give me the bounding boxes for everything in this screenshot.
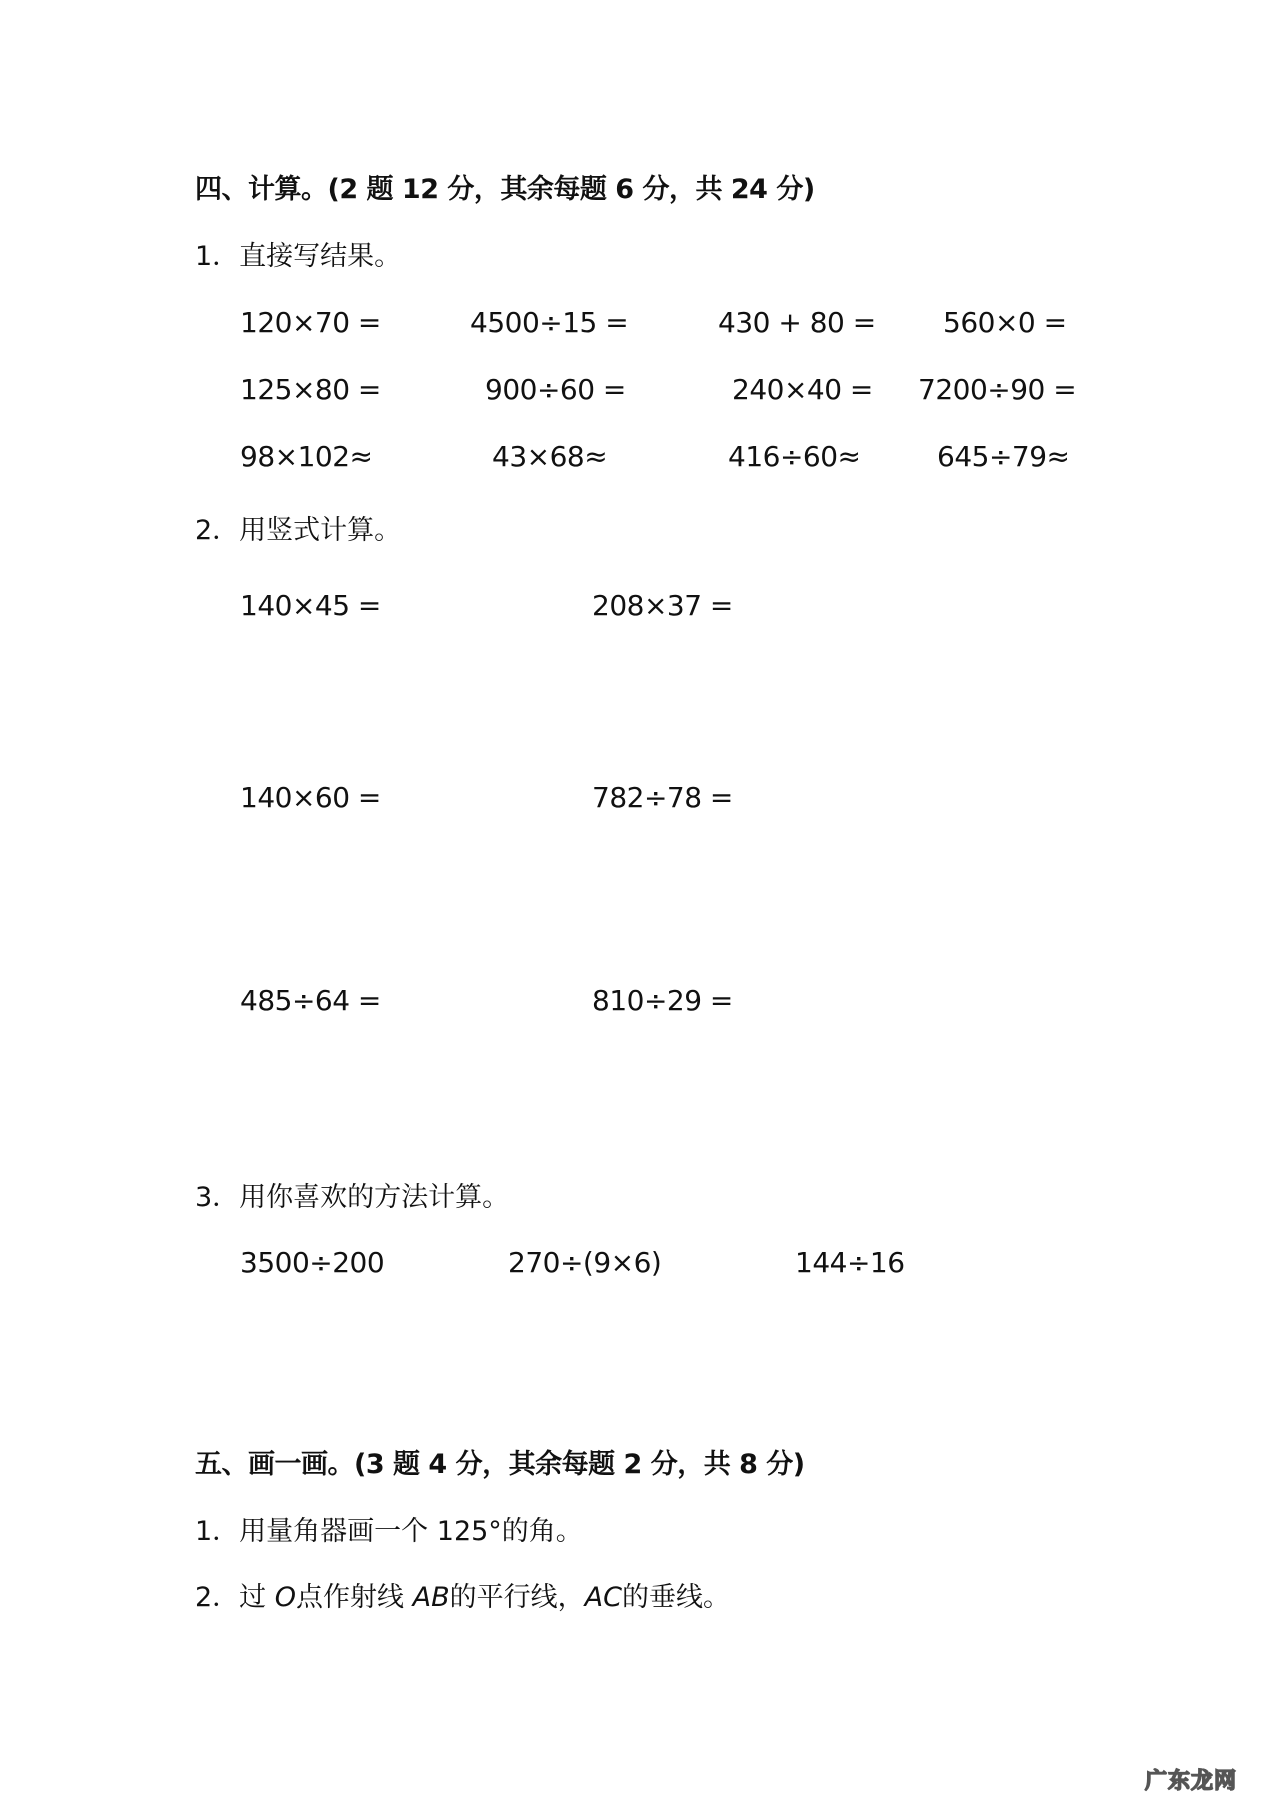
s5-q2-mid1: 点作射线 [296, 1582, 413, 1613]
point-o: O [274, 1582, 297, 1613]
q1-expr: 645÷79≈ [937, 440, 1070, 473]
q3-label: 3．用你喜欢的方法计算。 [195, 1182, 510, 1213]
q2-expr: 208×37 = [592, 589, 733, 622]
q2-expr: 140×45 = [240, 589, 381, 622]
watermark-logo: 广东龙网 [1145, 1769, 1238, 1794]
q2-expr: 810÷29 = [592, 984, 733, 1017]
q3-expr: 270÷(9×6) [508, 1246, 662, 1279]
q1-expr: 7200÷90 = [918, 373, 1077, 406]
q2-label: 2．用竖式计算。 [195, 515, 402, 546]
s5-q1-label: 1．用量角器画一个 125°的角。 [195, 1516, 583, 1547]
q1-expr: 900÷60 = [485, 373, 626, 406]
q2-expr: 782÷78 = [592, 781, 733, 814]
q1-expr: 4500÷15 = [470, 306, 629, 339]
q3-expr: 144÷16 [795, 1246, 905, 1279]
section-4-heading: 四、计算。(2 题 12 分，其余每题 6 分，共 24 分) [195, 174, 815, 205]
s5-q2-label [195, 1584, 730, 1611]
q1-expr: 560×0 = [943, 306, 1067, 339]
q1-expr: 98×102≈ [240, 440, 373, 473]
section-5-heading: 五、画一画。(3 题 4 分，其余每题 2 分，共 8 分) [195, 1449, 805, 1480]
q1-expr: 125×80 = [240, 373, 381, 406]
q1-expr: 240×40 = [732, 373, 873, 406]
q2-expr: 485÷64 = [240, 984, 381, 1017]
q1-expr: 43×68≈ [492, 440, 608, 473]
ray-ab: AB [412, 1582, 450, 1613]
q1-label: 1．直接写结果。 [195, 241, 402, 272]
q3-expr: 3500÷200 [240, 1246, 385, 1279]
q1-expr: 416÷60≈ [728, 440, 861, 473]
s5-q2-prefix: 2．过 [195, 1582, 275, 1613]
line-ac: AC [584, 1582, 622, 1613]
q1-expr: 120×70 = [240, 306, 381, 339]
s5-q2-suffix: 的垂线。 [621, 1582, 730, 1613]
q1-expr: 430 + 80 = [718, 306, 876, 339]
q2-expr: 140×60 = [240, 781, 381, 814]
s5-q2-mid2: 的平行线， [449, 1582, 585, 1613]
